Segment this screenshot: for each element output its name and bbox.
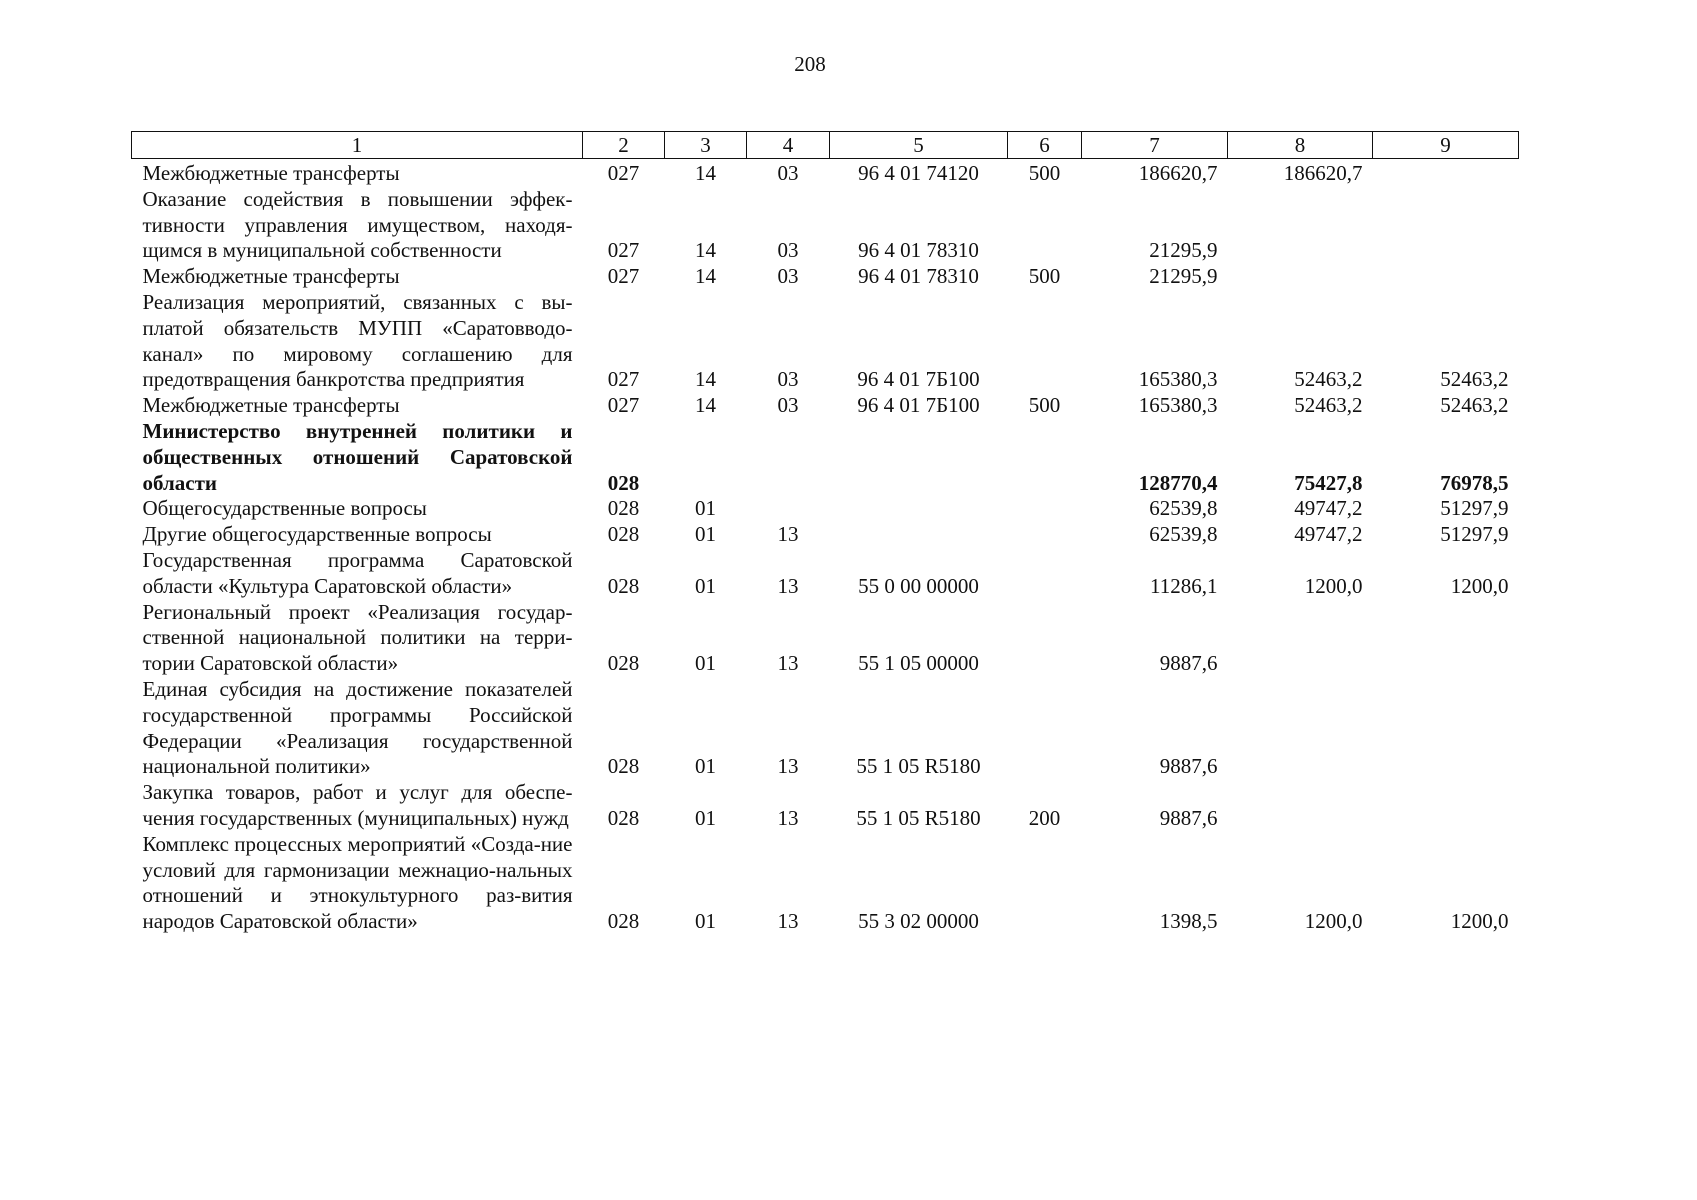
- cell-col-8: 1200,0: [1304, 573, 1363, 598]
- table-row: [132, 419, 1519, 496]
- cell-col-3: 01: [695, 651, 716, 676]
- cell-col-4: 03: [777, 238, 799, 263]
- cell-col-6: 500: [1028, 264, 1061, 289]
- cell-col-8: [1228, 677, 1373, 780]
- cell-col-6: 500: [1028, 393, 1061, 418]
- row-name-cell: Министерство внутренней политики и общественных отношений Саратовской области: [142, 418, 573, 495]
- cell-col-9: [1373, 264, 1519, 290]
- cell-col-7: 11286,1: [1150, 573, 1218, 598]
- header-col-2: 2: [583, 132, 665, 159]
- table-row: [132, 159, 1519, 187]
- cell-col-9: 1200,0: [1450, 573, 1509, 598]
- cell-col-9: [1373, 780, 1519, 832]
- row-name-cell: Государственная программа Саратовской области «Культура Саратовской области»: [142, 547, 573, 598]
- cell-col-7: 9887,6: [1159, 754, 1218, 779]
- table-row: [132, 780, 1519, 832]
- cell-col-7: 62539,8: [1149, 522, 1218, 547]
- cell-col-5: 55 1 05 R5180: [856, 754, 981, 779]
- table-row: [132, 600, 1519, 677]
- cell-col-2: 027: [607, 264, 640, 289]
- table-row: [132, 522, 1519, 548]
- cell-col-6: [1008, 677, 1082, 780]
- cell-col-8: 49747,2: [1294, 522, 1363, 547]
- table-row: [132, 496, 1519, 522]
- table-row: [132, 677, 1519, 780]
- row-name-cell: Закупка товаров, работ и услуг для обеспе-чения государственных (муниципальных) нужд: [142, 780, 573, 830]
- cell-col-3: 14: [695, 238, 716, 263]
- cell-col-5: [830, 522, 1008, 548]
- row-name-cell: Единая субсидия на достижение показателей государственной программы Российской Федерации «Реализация государственной национальной политики»: [142, 676, 573, 779]
- row-name-cell: Реализация мероприятий, связанных с вы-платой обязательств МУПП «Саратовводо-канал» по мировому соглашению для предотвращения банкротства предприятия: [142, 289, 573, 392]
- row-name-cell: Межбюджетные трансферты: [142, 264, 400, 289]
- cell-col-5: 96 4 01 74120: [858, 161, 979, 185]
- cell-col-2: 028: [607, 805, 640, 830]
- table-body: [132, 159, 1519, 935]
- row-name-cell: Оказание содействия в повышении эффек-тивности управления имуществом, находя-щимся в муниципальной собственности: [142, 186, 573, 263]
- cell-col-4: 13: [777, 573, 799, 598]
- cell-col-4: 13: [777, 754, 799, 779]
- header-col-1: 1: [132, 132, 583, 159]
- row-name-cell: Межбюджетные трансферты: [142, 393, 400, 418]
- cell-col-3: 14: [695, 161, 716, 185]
- page-number: 208: [794, 52, 826, 76]
- header-col-6: 6: [1008, 132, 1082, 159]
- cell-col-6: 200: [1028, 805, 1061, 830]
- cell-col-6: [1008, 290, 1082, 393]
- cell-col-4: 03: [777, 393, 799, 418]
- cell-col-4: [747, 419, 830, 496]
- table-row: [132, 548, 1519, 600]
- cell-col-3: 01: [695, 805, 716, 830]
- cell-col-5: 55 3 02 00000: [858, 909, 979, 934]
- cell-col-8: 52463,2: [1294, 393, 1363, 418]
- cell-col-8: [1228, 780, 1373, 832]
- cell-col-7: 21295,9: [1149, 264, 1218, 289]
- cell-col-3: 14: [695, 393, 716, 418]
- header-row: [132, 132, 1519, 159]
- cell-col-6: [1008, 600, 1082, 677]
- cell-col-2: 028: [607, 909, 640, 934]
- table-row: [132, 187, 1519, 264]
- header-col-5: 5: [830, 132, 1008, 159]
- cell-col-5: 55 1 05 00000: [858, 651, 979, 676]
- cell-col-4: [747, 496, 830, 522]
- cell-col-2: 028: [607, 754, 640, 779]
- cell-col-8: 186620,7: [1283, 161, 1363, 185]
- cell-col-3: [665, 419, 747, 496]
- cell-col-2: 028: [607, 651, 640, 676]
- cell-col-9: 51297,9: [1440, 522, 1509, 547]
- table-row: [132, 290, 1519, 393]
- cell-col-2: 028: [607, 496, 640, 521]
- cell-col-3: 01: [695, 522, 716, 547]
- cell-col-6: [1008, 419, 1082, 496]
- cell-col-3: 14: [695, 264, 716, 289]
- cell-col-2: 027: [607, 238, 640, 263]
- cell-col-5: 96 4 01 7Б100: [857, 367, 980, 392]
- cell-col-3: 01: [695, 909, 716, 934]
- cell-col-7: 21295,9: [1149, 238, 1218, 263]
- row-name-cell: Региональный проект «Реализация государ-ственной национальной политики на терри-тории Саратовской области»: [142, 599, 573, 676]
- cell-col-7: 128770,4: [1138, 470, 1218, 495]
- cell-col-9: 76978,5: [1440, 470, 1509, 495]
- table-row: [132, 264, 1519, 290]
- header-col-8: 8: [1228, 132, 1373, 159]
- cell-col-5: [830, 496, 1008, 522]
- cell-col-5: 96 4 01 7Б100: [857, 393, 980, 418]
- cell-col-8: [1228, 600, 1373, 677]
- cell-col-4: 13: [777, 651, 799, 676]
- cell-col-9: 51297,9: [1440, 496, 1509, 521]
- row-name-cell: Межбюджетные трансферты: [142, 161, 400, 185]
- cell-col-9: [1373, 600, 1519, 677]
- header-col-3: 3: [665, 132, 747, 159]
- cell-col-7: 165380,3: [1138, 393, 1218, 418]
- cell-col-8: 75427,8: [1294, 470, 1363, 495]
- cell-col-4: 03: [777, 264, 799, 289]
- cell-col-2: 027: [607, 367, 640, 392]
- cell-col-4: 13: [777, 909, 799, 934]
- cell-col-5: 96 4 01 78310: [858, 264, 979, 289]
- cell-col-6: 500: [1028, 161, 1061, 185]
- row-name-cell: Комплекс процессных мероприятий «Созда-ние условий для гармонизации межнацио-нальных отношений и этнокультурного раз-вития народов Саратовской области»: [142, 831, 573, 934]
- cell-col-5: 96 4 01 78310: [858, 238, 979, 263]
- table-row: [132, 832, 1519, 935]
- cell-col-6: [1008, 832, 1082, 935]
- budget-table: [131, 131, 1519, 935]
- cell-col-8: 1200,0: [1304, 909, 1363, 934]
- cell-col-3: 01: [695, 496, 716, 521]
- cell-col-5: 55 0 00 00000: [858, 573, 979, 598]
- cell-col-9: [1373, 187, 1519, 264]
- cell-col-8: 52463,2: [1294, 367, 1363, 392]
- cell-col-9: 52463,2: [1440, 367, 1509, 392]
- cell-col-6: [1008, 522, 1082, 548]
- cell-col-3: 14: [695, 367, 716, 392]
- cell-col-4: 03: [777, 367, 799, 392]
- header-col-9: 9: [1373, 132, 1519, 159]
- table-row: [132, 393, 1519, 419]
- cell-col-5: 55 1 05 R5180: [856, 805, 981, 830]
- header-col-7: 7: [1082, 132, 1228, 159]
- cell-col-7: 62539,8: [1149, 496, 1218, 521]
- cell-col-6: [1008, 496, 1082, 522]
- cell-col-3: 01: [695, 754, 716, 779]
- cell-col-6: [1008, 187, 1082, 264]
- cell-col-4: 03: [777, 161, 799, 185]
- cell-col-9: 1200,0: [1450, 909, 1509, 934]
- cell-col-5: [830, 419, 1008, 496]
- cell-col-2: 027: [607, 161, 640, 185]
- cell-col-4: 13: [777, 805, 799, 830]
- row-name-cell: Общегосударственные вопросы: [142, 496, 427, 521]
- row-name-cell: Другие общегосударственные вопросы: [142, 522, 492, 547]
- cell-col-8: 49747,2: [1294, 496, 1363, 521]
- cell-col-2: 028: [607, 470, 640, 495]
- cell-col-7: 165380,3: [1138, 367, 1218, 392]
- cell-col-2: 027: [607, 393, 640, 418]
- cell-col-7: 186620,7: [1138, 161, 1218, 185]
- cell-col-6: [1008, 548, 1082, 600]
- cell-col-9: [1373, 677, 1519, 780]
- cell-col-7: 9887,6: [1159, 651, 1218, 676]
- header-col-4: 4: [747, 132, 830, 159]
- cell-col-8: [1228, 187, 1373, 264]
- cell-col-4: 13: [777, 522, 799, 547]
- cell-col-7: 1398,5: [1159, 909, 1218, 934]
- cell-col-7: 9887,6: [1159, 805, 1218, 830]
- cell-col-2: 028: [607, 573, 640, 598]
- cell-col-3: 01: [695, 573, 716, 598]
- cell-col-8: [1228, 264, 1373, 290]
- cell-col-2: 028: [607, 522, 640, 547]
- cell-col-9: [1373, 159, 1519, 187]
- cell-col-9: 52463,2: [1440, 393, 1509, 418]
